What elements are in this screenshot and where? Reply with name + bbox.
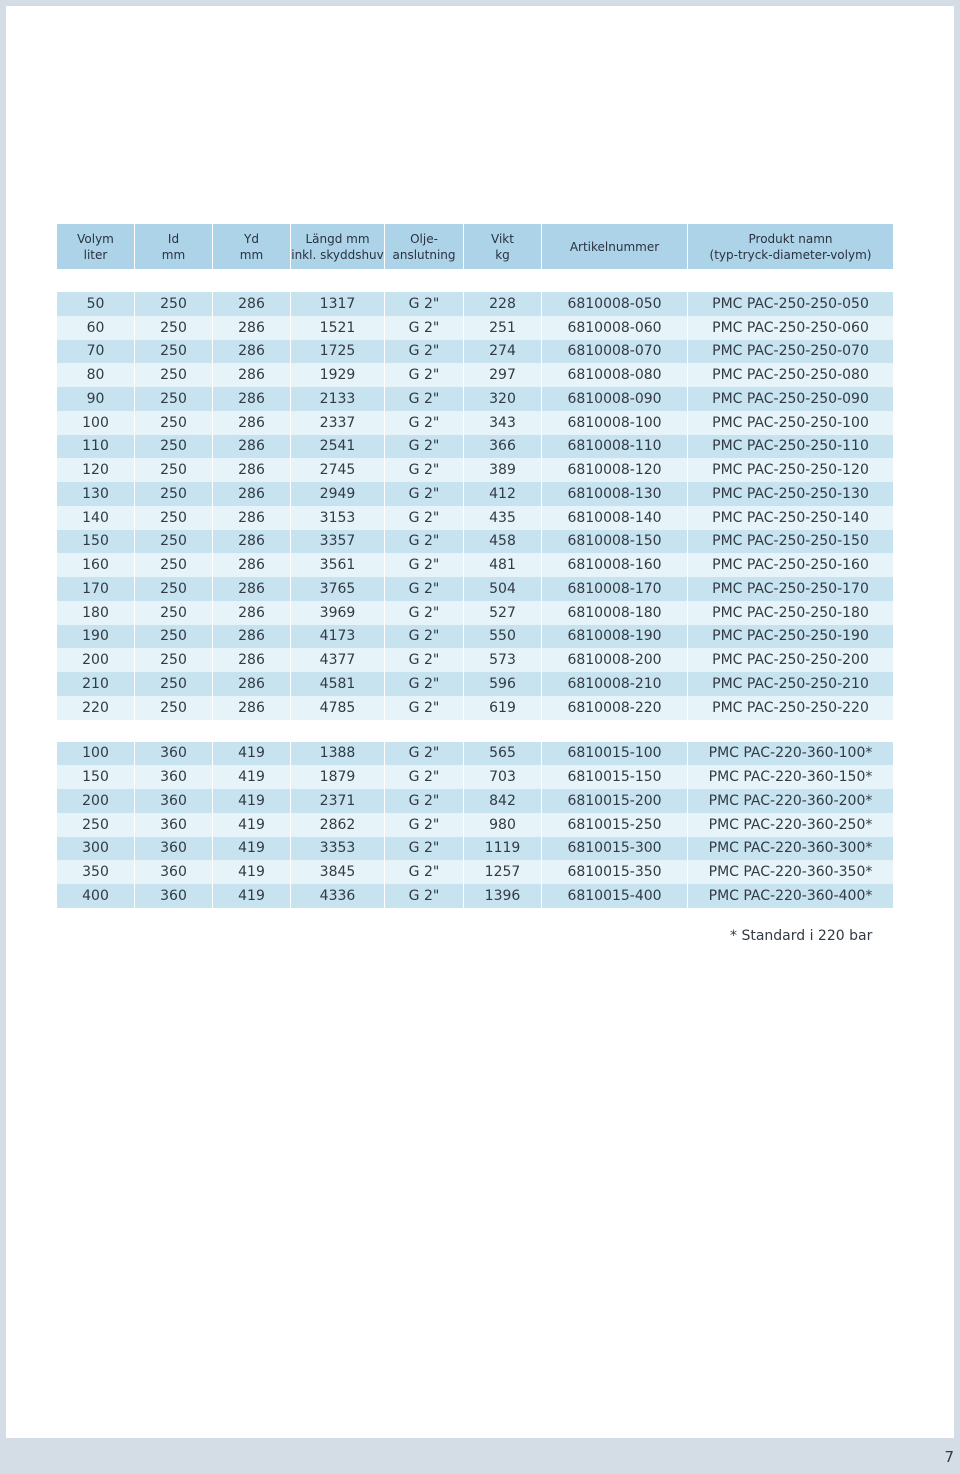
cell-weight: 550 (464, 625, 542, 649)
cell-oil-connection: G 2" (385, 530, 464, 554)
cell-product-name: PMC PAC-220-360-300* (708, 840, 873, 857)
cell-id: 250 (135, 411, 213, 435)
cell-volume: 300 (57, 837, 135, 861)
cell-id: 250 (135, 577, 213, 601)
table-row (57, 482, 893, 506)
cell-oil-connection: G 2" (385, 363, 464, 387)
cell-id: 250 (135, 458, 213, 482)
cell-oil-connection: G 2" (385, 387, 464, 411)
table-row (57, 837, 893, 861)
cell-length: 2949 (291, 482, 385, 506)
cell-article-number: 6810008-210 (542, 672, 688, 696)
cell-volume: 150 (57, 530, 135, 554)
cell-volume: 250 (57, 813, 135, 837)
cell-yd: 286 (213, 553, 291, 577)
cell-id: 250 (135, 553, 213, 577)
cell-product-name: PMC PAC-250-250-190 (712, 628, 869, 645)
cell-article-number: 6810015-100 (542, 742, 688, 766)
cell-id: 250 (135, 625, 213, 649)
cell-yd: 286 (213, 340, 291, 364)
table-group-250 (57, 292, 893, 720)
cell-weight: 565 (464, 742, 542, 766)
table-row (57, 553, 893, 577)
cell-length: 2371 (291, 789, 385, 813)
cell-product-name: PMC PAC-250-250-200 (712, 652, 869, 669)
cell-weight: 1119 (464, 837, 542, 861)
header-volume (57, 224, 135, 269)
cell-yd: 286 (213, 601, 291, 625)
cell-article-number: 6810015-350 (542, 860, 688, 884)
cell-length: 1725 (291, 340, 385, 364)
cell-article-number: 6810015-250 (542, 813, 688, 837)
cell-oil-connection: G 2" (385, 672, 464, 696)
cell-yd: 286 (213, 672, 291, 696)
cell-article-number: 6810008-080 (542, 363, 688, 387)
table-row (57, 672, 893, 696)
cell-id: 250 (135, 696, 213, 720)
table-row (57, 577, 893, 601)
header-article-number-line: Artikelnummer (569, 239, 660, 254)
cell-weight: 596 (464, 672, 542, 696)
table-row (57, 813, 893, 837)
cell-volume: 220 (57, 696, 135, 720)
table-row (57, 506, 893, 530)
header-volume-line: Volym (77, 231, 114, 246)
cell-volume: 90 (57, 387, 135, 411)
cell-weight: 297 (464, 363, 542, 387)
table-row (57, 860, 893, 884)
cell-length: 4173 (291, 625, 385, 649)
cell-length: 2745 (291, 458, 385, 482)
cell-length: 2862 (291, 813, 385, 837)
header-id-line: Id (167, 231, 180, 246)
header-weight-line: Vikt (491, 231, 514, 246)
cell-oil-connection: G 2" (385, 553, 464, 577)
cell-article-number: 6810015-200 (542, 789, 688, 813)
cell-weight: 366 (464, 435, 542, 459)
cell-oil-connection: G 2" (385, 292, 464, 316)
cell-volume: 130 (57, 482, 135, 506)
cell-id: 250 (135, 482, 213, 506)
table-row (57, 387, 893, 411)
cell-id: 250 (135, 601, 213, 625)
header-yd-line: mm (239, 247, 264, 262)
cell-oil-connection: G 2" (385, 316, 464, 340)
cell-volume: 120 (57, 458, 135, 482)
table-row (57, 411, 893, 435)
cell-product-name: PMC PAC-250-250-220 (712, 699, 869, 716)
cell-id: 360 (135, 884, 213, 908)
cell-article-number: 6810008-060 (542, 316, 688, 340)
cell-oil-connection: G 2" (385, 411, 464, 435)
header-id (135, 224, 213, 269)
cell-weight: 389 (464, 458, 542, 482)
cell-article-number: 6810008-170 (542, 577, 688, 601)
cell-article-number: 6810015-300 (542, 837, 688, 861)
cell-weight: 412 (464, 482, 542, 506)
cell-product-name: PMC PAC-250-250-070 (712, 343, 869, 360)
header-product-name (688, 224, 893, 269)
cell-oil-connection: G 2" (385, 884, 464, 908)
cell-oil-connection: G 2" (385, 625, 464, 649)
cell-length: 1521 (291, 316, 385, 340)
cell-oil-connection: G 2" (385, 789, 464, 813)
cell-article-number: 6810008-090 (542, 387, 688, 411)
cell-id: 250 (135, 648, 213, 672)
table-row (57, 435, 893, 459)
table-row (57, 292, 893, 316)
cell-weight: 842 (464, 789, 542, 813)
cell-oil-connection: G 2" (385, 860, 464, 884)
page-number: 7 (944, 1448, 954, 1466)
cell-length: 2133 (291, 387, 385, 411)
cell-weight: 251 (464, 316, 542, 340)
cell-article-number: 6810008-100 (542, 411, 688, 435)
cell-oil-connection: G 2" (385, 435, 464, 459)
cell-product-name: PMC PAC-250-250-110 (712, 438, 869, 455)
cell-oil-connection: G 2" (385, 696, 464, 720)
table-row (57, 601, 893, 625)
cell-length: 3845 (291, 860, 385, 884)
cell-length: 4581 (291, 672, 385, 696)
cell-oil-connection: G 2" (385, 577, 464, 601)
cell-id: 360 (135, 813, 213, 837)
cell-product-name: PMC PAC-250-250-150 (712, 533, 869, 550)
cell-yd: 419 (213, 813, 291, 837)
cell-volume: 110 (57, 435, 135, 459)
cell-volume: 60 (57, 316, 135, 340)
cell-product-name: PMC PAC-220-360-200* (708, 792, 873, 809)
header-yd (213, 224, 291, 269)
cell-id: 250 (135, 530, 213, 554)
cell-volume: 100 (57, 742, 135, 766)
cell-yd: 286 (213, 625, 291, 649)
cell-product-name: PMC PAC-220-360-250* (708, 816, 873, 833)
cell-article-number: 6810015-150 (542, 765, 688, 789)
cell-volume: 100 (57, 411, 135, 435)
cell-volume: 70 (57, 340, 135, 364)
cell-weight: 481 (464, 553, 542, 577)
cell-length: 3969 (291, 601, 385, 625)
cell-weight: 527 (464, 601, 542, 625)
cell-id: 250 (135, 340, 213, 364)
cell-weight: 458 (464, 530, 542, 554)
cell-oil-connection: G 2" (385, 648, 464, 672)
cell-weight: 435 (464, 506, 542, 530)
table-row (57, 765, 893, 789)
cell-yd: 419 (213, 884, 291, 908)
cell-oil-connection: G 2" (385, 482, 464, 506)
cell-length: 4336 (291, 884, 385, 908)
header-article-number (542, 224, 688, 269)
cell-yd: 419 (213, 837, 291, 861)
cell-article-number: 6810008-110 (542, 435, 688, 459)
cell-id: 360 (135, 742, 213, 766)
header-weight (464, 224, 542, 269)
cell-product-name: PMC PAC-250-250-130 (712, 485, 869, 502)
table-row (57, 340, 893, 364)
cell-weight: 619 (464, 696, 542, 720)
cell-volume: 210 (57, 672, 135, 696)
cell-article-number: 6810008-120 (542, 458, 688, 482)
cell-volume: 350 (57, 860, 135, 884)
table-row (57, 648, 893, 672)
cell-length: 2541 (291, 435, 385, 459)
header-product-name-line: Produkt namn (748, 231, 833, 246)
cell-id: 360 (135, 789, 213, 813)
header-product-name-line: (typ-tryck-diameter-volym) (709, 247, 872, 262)
cell-volume: 160 (57, 553, 135, 577)
cell-yd: 286 (213, 387, 291, 411)
cell-yd: 286 (213, 411, 291, 435)
cell-yd: 286 (213, 648, 291, 672)
cell-length: 3153 (291, 506, 385, 530)
cell-yd: 286 (213, 435, 291, 459)
cell-product-name: PMC PAC-250-250-180 (712, 604, 869, 621)
table-row (57, 363, 893, 387)
cell-weight: 1396 (464, 884, 542, 908)
cell-weight: 1257 (464, 860, 542, 884)
cell-yd: 286 (213, 482, 291, 506)
cell-product-name: PMC PAC-250-250-170 (712, 580, 869, 597)
cell-length: 1388 (291, 742, 385, 766)
header-volume-line: liter (83, 247, 108, 262)
cell-yd: 419 (213, 765, 291, 789)
table-header (57, 224, 893, 269)
cell-length: 4377 (291, 648, 385, 672)
cell-oil-connection: G 2" (385, 765, 464, 789)
footnote: * Standard i 220 bar (730, 928, 873, 944)
header-yd-line: Yd (244, 231, 259, 246)
cell-volume: 200 (57, 648, 135, 672)
cell-length: 3357 (291, 530, 385, 554)
cell-yd: 419 (213, 742, 291, 766)
cell-product-name: PMC PAC-250-250-090 (712, 390, 869, 407)
cell-weight: 320 (464, 387, 542, 411)
cell-article-number: 6810008-220 (542, 696, 688, 720)
cell-length: 2337 (291, 411, 385, 435)
cell-product-name: PMC PAC-250-250-100 (712, 414, 869, 431)
cell-article-number: 6810008-070 (542, 340, 688, 364)
cell-length: 3561 (291, 553, 385, 577)
cell-length: 3765 (291, 577, 385, 601)
cell-product-name: PMC PAC-250-250-080 (712, 367, 869, 384)
table-row (57, 625, 893, 649)
cell-weight: 980 (464, 813, 542, 837)
cell-length: 4785 (291, 696, 385, 720)
cell-oil-connection: G 2" (385, 340, 464, 364)
cell-yd: 286 (213, 363, 291, 387)
header-length (291, 224, 385, 269)
table-row (57, 742, 893, 766)
cell-yd: 419 (213, 860, 291, 884)
cell-weight: 573 (464, 648, 542, 672)
cell-product-name: PMC PAC-220-360-350* (708, 864, 873, 881)
cell-volume: 200 (57, 789, 135, 813)
product-table (57, 224, 893, 908)
cell-volume: 180 (57, 601, 135, 625)
cell-weight: 703 (464, 765, 542, 789)
cell-article-number: 6810008-130 (542, 482, 688, 506)
header-id-line: mm (161, 247, 186, 262)
cell-product-name: PMC PAC-220-360-400* (708, 887, 873, 904)
cell-yd: 286 (213, 316, 291, 340)
cell-oil-connection: G 2" (385, 601, 464, 625)
cell-oil-connection: G 2" (385, 837, 464, 861)
header-oil-connection-line: anslutning (392, 247, 456, 262)
cell-product-name: PMC PAC-250-250-050 (712, 295, 869, 312)
header-length-line: inkl. skyddshuv (291, 247, 384, 262)
cell-id: 250 (135, 292, 213, 316)
cell-article-number: 6810008-190 (542, 625, 688, 649)
cell-length: 1929 (291, 363, 385, 387)
table-row (57, 884, 893, 908)
cell-volume: 190 (57, 625, 135, 649)
cell-yd: 286 (213, 577, 291, 601)
header-weight-line: kg (495, 247, 510, 262)
cell-yd: 286 (213, 506, 291, 530)
cell-product-name: PMC PAC-250-250-140 (712, 509, 869, 526)
cell-volume: 170 (57, 577, 135, 601)
cell-oil-connection: G 2" (385, 813, 464, 837)
cell-id: 250 (135, 672, 213, 696)
header-oil-connection-line: Olje- (410, 231, 438, 246)
cell-id: 360 (135, 860, 213, 884)
cell-yd: 286 (213, 696, 291, 720)
cell-length: 3353 (291, 837, 385, 861)
cell-length: 1317 (291, 292, 385, 316)
cell-product-name: PMC PAC-250-250-060 (712, 319, 869, 336)
cell-weight: 343 (464, 411, 542, 435)
cell-article-number: 6810015-400 (542, 884, 688, 908)
cell-weight: 228 (464, 292, 542, 316)
cell-yd: 419 (213, 789, 291, 813)
cell-article-number: 6810008-140 (542, 506, 688, 530)
cell-yd: 286 (213, 292, 291, 316)
cell-id: 250 (135, 316, 213, 340)
cell-weight: 504 (464, 577, 542, 601)
cell-volume: 80 (57, 363, 135, 387)
cell-product-name: PMC PAC-250-250-120 (712, 462, 869, 479)
cell-id: 360 (135, 837, 213, 861)
cell-article-number: 6810008-160 (542, 553, 688, 577)
cell-volume: 400 (57, 884, 135, 908)
table-row (57, 458, 893, 482)
cell-id: 250 (135, 506, 213, 530)
cell-yd: 286 (213, 530, 291, 554)
cell-id: 250 (135, 387, 213, 411)
table-row (57, 530, 893, 554)
cell-oil-connection: G 2" (385, 742, 464, 766)
cell-article-number: 6810008-200 (542, 648, 688, 672)
cell-volume: 140 (57, 506, 135, 530)
cell-oil-connection: G 2" (385, 458, 464, 482)
table-row (57, 789, 893, 813)
cell-volume: 50 (57, 292, 135, 316)
table-row (57, 316, 893, 340)
cell-oil-connection: G 2" (385, 506, 464, 530)
header-length-line: Längd mm (305, 231, 370, 246)
cell-product-name: PMC PAC-250-250-160 (712, 557, 869, 574)
cell-product-name: PMC PAC-220-360-100* (708, 745, 873, 762)
cell-product-name: PMC PAC-250-250-210 (712, 675, 869, 692)
cell-article-number: 6810008-150 (542, 530, 688, 554)
cell-length: 1879 (291, 765, 385, 789)
cell-weight: 274 (464, 340, 542, 364)
cell-product-name: PMC PAC-220-360-150* (708, 769, 873, 786)
table-row (57, 696, 893, 720)
cell-yd: 286 (213, 458, 291, 482)
header-oil-connection (385, 224, 464, 269)
cell-volume: 150 (57, 765, 135, 789)
table-group-360 (57, 742, 893, 908)
cell-article-number: 6810008-050 (542, 292, 688, 316)
cell-id: 250 (135, 363, 213, 387)
cell-article-number: 6810008-180 (542, 601, 688, 625)
cell-id: 360 (135, 765, 213, 789)
cell-id: 250 (135, 435, 213, 459)
